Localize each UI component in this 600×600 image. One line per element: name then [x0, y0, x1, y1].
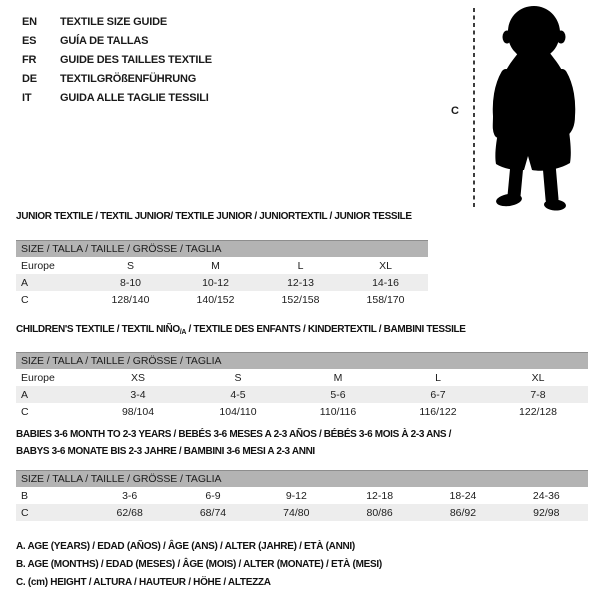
- junior-row-age-label: A: [16, 274, 88, 291]
- lang-text-de: TEXTILGRÖßENFÜHRUNG: [60, 72, 197, 85]
- lang-row-en: [22, 12, 212, 31]
- junior-height-xl: 158/170: [366, 293, 405, 306]
- children-col-xs: XS: [130, 371, 145, 384]
- lang-code-it: IT: [22, 91, 32, 104]
- lang-code-fr: FR: [22, 53, 37, 66]
- footnotes: [16, 538, 382, 592]
- children-section-heading: [16, 324, 466, 336]
- junior-age-l: 12-13: [258, 274, 343, 291]
- junior-height-l: 152/158: [281, 293, 320, 306]
- babies-months-2: 6-9: [205, 489, 221, 502]
- lang-code-es: ES: [22, 34, 37, 47]
- babies-row-months-label: B: [21, 489, 29, 502]
- junior-height-s: 128/140: [111, 293, 150, 306]
- junior-row-age: [16, 274, 428, 291]
- children-row-age: [16, 386, 588, 403]
- lang-text-en: TEXTILE SIZE GUIDE: [60, 15, 168, 28]
- children-size-header: SIZE / TALLA / TAILLE / GRÖSSE / TAGLIA: [16, 353, 588, 370]
- children-height-l: 116/122: [419, 405, 457, 418]
- lang-row-it: [22, 88, 212, 107]
- lang-text-it: GUIDA ALLE TAGLIE TESSILI: [60, 91, 209, 104]
- children-row-height-label: C: [21, 405, 29, 418]
- junior-row-height: [16, 291, 428, 308]
- babies-row-height-label: C: [16, 504, 88, 521]
- children-row-age-label: A: [16, 386, 88, 403]
- junior-section-heading: JUNIOR TEXTILE / TEXTIL JUNIOR/ TEXTILE JUNIOR / JUNIORTEXTIL / JUNIOR TESSILE: [16, 211, 412, 222]
- babies-size-header: SIZE / TALLA / TAILLE / GRÖSSE / TAGLIA: [16, 471, 588, 488]
- lang-code-en: EN: [22, 15, 37, 28]
- junior-height-m: 140/152: [196, 293, 235, 306]
- lang-text-fr: GUIDE DES TAILLES TEXTILE: [60, 53, 212, 66]
- babies-size-header-row: [16, 471, 588, 488]
- junior-col-s: S: [126, 259, 134, 272]
- babies-height-5: 86/92: [421, 504, 504, 521]
- children-col-xl: XL: [531, 371, 545, 384]
- footnote-age-months: B. AGE (MONTHS) / EDAD (MESES) / ÂGE (MOIS) / ALTER (MONATE) / ETÀ (MESI): [16, 559, 382, 570]
- babies-months-4: 12-18: [366, 489, 394, 502]
- junior-row-height-label: C: [21, 293, 29, 306]
- footnote-height-cm: C. (cm) HEIGHT / ALTURA / HAUTEUR / HÖHE / ALTEZZA: [16, 577, 271, 588]
- lang-row-fr: [22, 50, 212, 69]
- junior-size-table: [16, 240, 428, 308]
- children-region-label: Europe: [21, 371, 55, 384]
- junior-age-s: 8-10: [88, 274, 173, 291]
- children-col-l: L: [435, 371, 441, 384]
- babies-height-4: 80/86: [338, 504, 421, 521]
- junior-age-xl: 14-16: [343, 274, 428, 291]
- babies-row-height: [16, 504, 588, 521]
- babies-months-6: 24-36: [532, 489, 560, 502]
- lang-code-de: DE: [22, 72, 37, 85]
- children-height-m: 110/116: [319, 405, 357, 418]
- children-row-height: [16, 403, 588, 420]
- children-age-m: 5-6: [288, 386, 388, 403]
- babies-months-5: 18-24: [449, 489, 477, 502]
- children-age-l: 6-7: [388, 386, 488, 403]
- junior-col-m: M: [211, 259, 220, 272]
- children-columns-row: [16, 369, 588, 386]
- children-heading-suffix: / TEXTILE DES ENFANTS / KINDERTEXTIL / BAMBINI TESSILE: [186, 324, 466, 335]
- children-height-s: 104/110: [219, 405, 257, 418]
- children-heading-subscript: /A: [179, 329, 187, 336]
- babies-size-table: [16, 470, 588, 521]
- children-col-s: S: [234, 371, 242, 384]
- height-measure-dashed-line: [473, 8, 475, 207]
- junior-size-header-row: [16, 241, 428, 258]
- children-age-xl: 7-8: [488, 386, 588, 403]
- babies-heading-line2: BABYS 3-6 MONATE BIS 2-3 JAHRE / BAMBINI 3-6 MESI A 2-3 ANNI: [16, 446, 315, 457]
- lang-text-es: GUÍA DE TALLAS: [60, 34, 149, 47]
- footnote-age-years: A. AGE (YEARS) / EDAD (AÑOS) / ÂGE (ANS) / ALTER (JAHRE) / ETÀ (ANNI): [16, 541, 355, 552]
- babies-height-3: 74/80: [255, 504, 338, 521]
- junior-columns-row: [16, 257, 428, 274]
- children-age-xs: 3-4: [88, 386, 188, 403]
- junior-region-label: Europe: [21, 259, 55, 272]
- lang-row-es: [22, 31, 212, 50]
- children-heading-prefix: CHILDREN'S TEXTILE / TEXTIL NIÑO: [16, 324, 180, 335]
- babies-height-6: 92/98: [505, 504, 588, 521]
- babies-months-1: 3-6: [122, 489, 138, 502]
- children-age-s: 4-5: [188, 386, 288, 403]
- babies-section-heading: [16, 426, 451, 460]
- babies-height-2: 68/74: [171, 504, 254, 521]
- junior-col-xl: XL: [379, 259, 392, 272]
- height-measure-label: C: [451, 105, 459, 117]
- babies-heading-line1: BABIES 3-6 MONTH TO 2-3 YEARS / BEBÉS 3-6 MESES A 2-3 AÑOS / BÉBÉS 3-6 MOIS À 2-3 ANS /: [16, 429, 452, 440]
- junior-age-m: 10-12: [173, 274, 258, 291]
- babies-height-1: 62/68: [88, 504, 171, 521]
- language-list: [22, 12, 212, 107]
- lang-row-de: [22, 69, 212, 88]
- children-col-m: M: [333, 371, 343, 384]
- children-size-header-row: [16, 353, 588, 370]
- babies-row-months: [16, 487, 588, 504]
- babies-months-3: 9-12: [285, 489, 307, 502]
- toddler-silhouette-image: [486, 6, 582, 212]
- children-size-table: [16, 352, 588, 420]
- junior-size-header: SIZE / TALLA / TAILLE / GRÖSSE / TAGLIA: [16, 241, 428, 258]
- children-height-xl: 122/128: [519, 405, 557, 418]
- junior-col-l: L: [297, 259, 304, 272]
- children-height-xs: 98/104: [121, 405, 155, 418]
